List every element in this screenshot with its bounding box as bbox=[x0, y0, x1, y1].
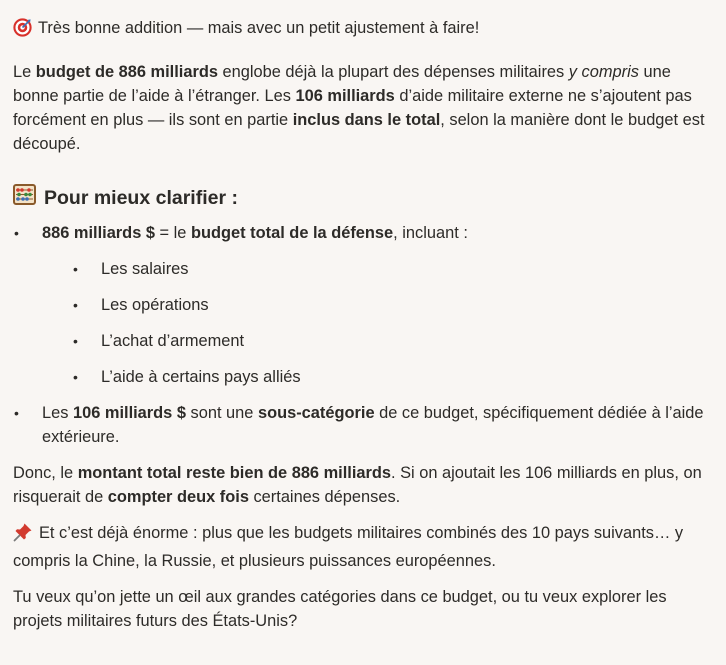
heading-text: Pour mieux clarifier : bbox=[44, 187, 238, 209]
comparison-text: Et c’est déjà énorme : plus que les budgets militaires combinés des 10 pays suivants… y compris la Chine, la Russie, et plusieurs puissances européennes. bbox=[13, 524, 684, 570]
sub-list-item bbox=[42, 293, 712, 317]
text-run: d’aide militaire externe ne s’ajoutent pas forcément en plus — ils sont en partie bbox=[13, 87, 692, 129]
bold-run: 106 milliards $ bbox=[72, 404, 186, 422]
intro-line bbox=[13, 16, 712, 44]
bullet-list bbox=[13, 221, 712, 449]
text-run: sont une bbox=[185, 404, 258, 422]
conclusion-paragraph bbox=[13, 461, 712, 509]
bold-run: 886 milliards $ bbox=[42, 224, 155, 242]
intro-text: Très bonne addition — mais avec un petit ajustement à faire! bbox=[38, 19, 480, 37]
list-item bbox=[13, 401, 712, 449]
bullet: • bbox=[73, 261, 78, 277]
bullet: • bbox=[14, 225, 19, 241]
bullet: • bbox=[73, 297, 78, 313]
text-run: de ce budget, spécifiquement dédiée à l’aide extérieure. bbox=[42, 404, 704, 446]
list-item bbox=[13, 221, 712, 389]
text-run: Le bbox=[13, 63, 36, 81]
bullet: • bbox=[73, 333, 78, 349]
bold-run: 106 milliards bbox=[295, 87, 395, 105]
target-icon bbox=[13, 18, 32, 44]
bold-run: budget de 886 milliards bbox=[35, 63, 218, 81]
sub-list-item bbox=[42, 329, 712, 353]
bold-run: budget total de la défense bbox=[190, 224, 394, 242]
sub-list-item bbox=[42, 365, 712, 389]
comparison-paragraph bbox=[13, 521, 712, 573]
sub-item-text: L’aide à certains pays alliés bbox=[101, 368, 301, 386]
text-run: = le bbox=[154, 224, 191, 242]
bold-run: montant total reste bien de 886 milliards bbox=[77, 464, 392, 482]
followup-question: Tu veux qu’on jette un œil aux grandes catégories dans ce budget, ou tu veux explorer les projets militaires futurs des États-Unis? bbox=[13, 588, 667, 630]
sub-item-text: L’achat d’armement bbox=[101, 332, 245, 350]
text-run: certaines dépenses. bbox=[248, 488, 401, 506]
bold-run: sous-catégorie bbox=[257, 404, 375, 422]
text-run: . Si on ajoutait les 106 milliards en plus, on risquerait de bbox=[13, 464, 702, 506]
pushpin-icon bbox=[13, 522, 33, 549]
italic-run: y compris bbox=[568, 63, 639, 81]
text-run: , incluant : bbox=[393, 224, 468, 242]
bullet: • bbox=[14, 405, 19, 421]
bold-run: compter deux fois bbox=[107, 488, 249, 506]
bold-run: inclus dans le total bbox=[292, 111, 441, 129]
text-run: Donc, le bbox=[13, 464, 78, 482]
sub-item-text: Les opérations bbox=[101, 296, 209, 314]
sub-item-text: Les salaires bbox=[101, 260, 189, 278]
text-run: Les bbox=[42, 404, 73, 422]
sub-list bbox=[42, 257, 712, 389]
text-run: , selon la manière dont le budget est découpé. bbox=[13, 111, 705, 153]
abacus-icon bbox=[13, 184, 36, 212]
text-run: englobe déjà la plupart des dépenses militaires bbox=[217, 63, 569, 81]
budget-paragraph bbox=[13, 60, 712, 156]
section-heading bbox=[13, 184, 712, 212]
text-run: une bonne partie de l’aide à l’étranger. Les bbox=[13, 63, 671, 105]
sub-list-item bbox=[42, 257, 712, 281]
bullet: • bbox=[73, 369, 78, 385]
